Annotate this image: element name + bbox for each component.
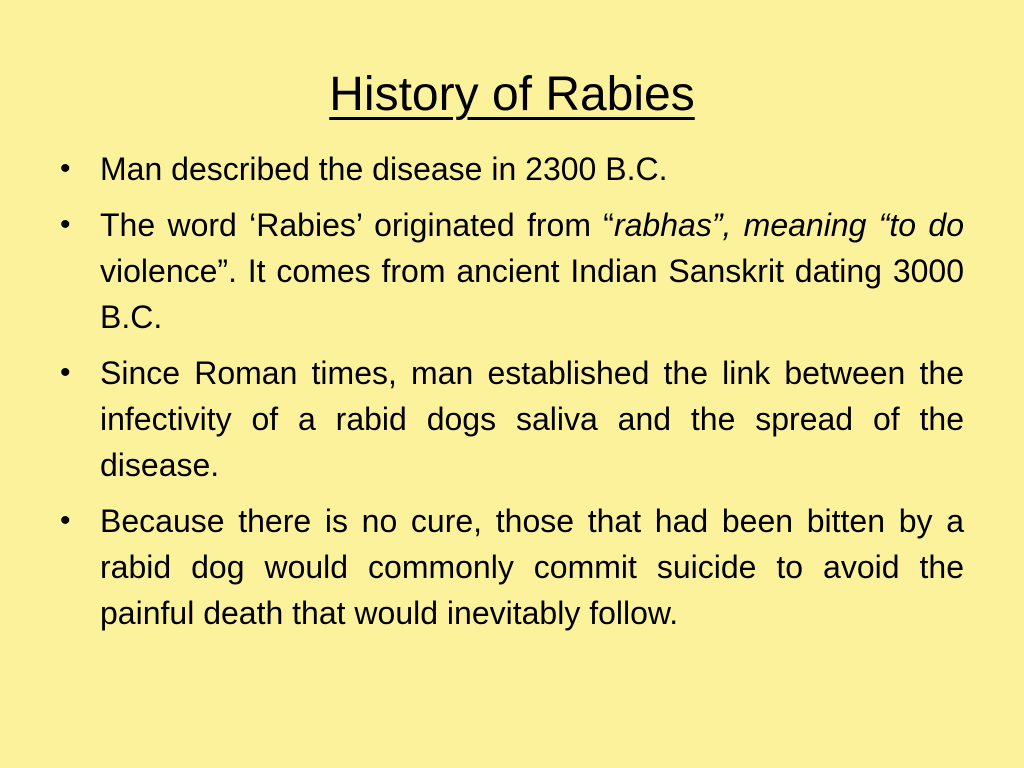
bullet-item-3 — [60, 350, 964, 488]
bullet-icon: • — [60, 208, 71, 241]
bullet-icon: • — [60, 152, 71, 185]
bullet-item-1 — [60, 146, 964, 192]
bullet-item-2 — [60, 202, 964, 340]
bullet-text-1: Man described the disease in 2300 B.C. — [100, 151, 668, 187]
bullet-list — [60, 146, 964, 646]
bullet-icon: • — [60, 356, 71, 389]
bullet-text-4: Because there is no cure, those that had been bitten by a rabid dog would commonly commit suicide to avoid the painful death that would inevitably follow. — [100, 503, 964, 631]
slide-title-text: History of Rabies — [329, 68, 695, 121]
slide-title — [0, 60, 1024, 130]
bullet-text-2-part1: The word ‘Rabies’ originated from “ — [100, 207, 614, 243]
bullet-icon: • — [60, 504, 71, 537]
bullet-text-3: Since Roman times, man established the link between the infectivity of a rabid dogs saliva and the spread of the disease. — [100, 355, 964, 483]
bullet-item-4 — [60, 498, 964, 636]
bullet-text-2-part2: violence”. It comes from ancient Indian Sanskrit dating 3000 B.C. — [100, 253, 964, 335]
bullet-text-2 — [100, 207, 964, 335]
bullet-text-2-italic: rabhas”, meaning “to do — [613, 207, 965, 243]
